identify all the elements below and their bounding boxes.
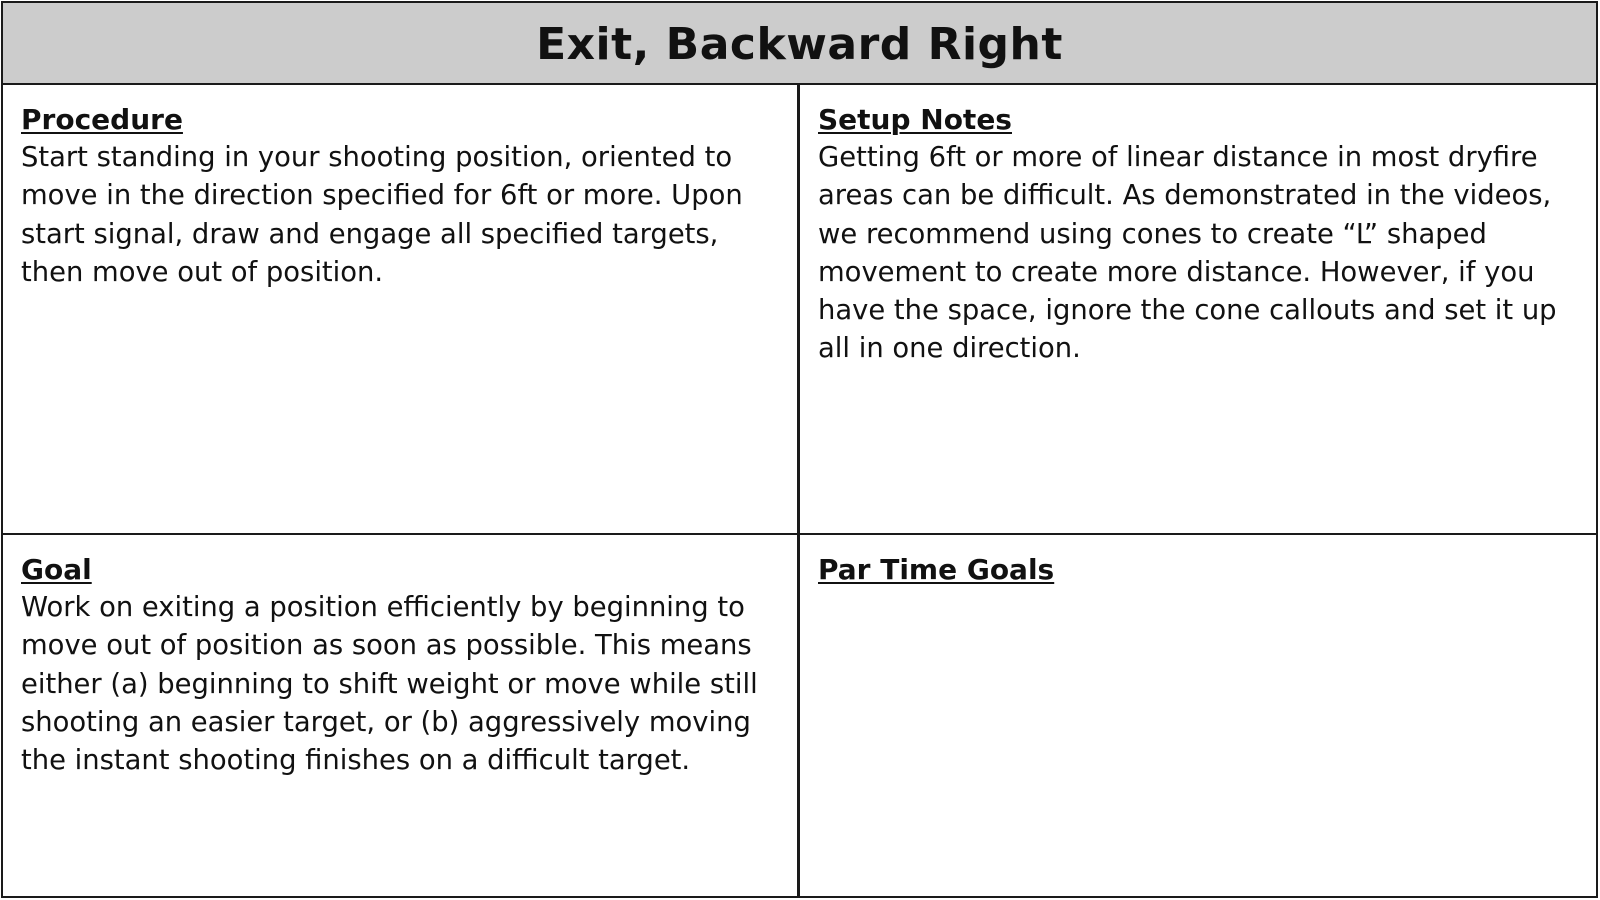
par-time-goals-heading: Par Time Goals: [818, 553, 1055, 586]
procedure-section: [3, 85, 800, 535]
setup-notes-heading: Setup Notes: [818, 103, 1012, 136]
procedure-heading: Procedure: [21, 103, 183, 136]
drill-sheet: [1, 1, 1598, 898]
setup-notes-section: [800, 85, 1596, 535]
goal-heading: Goal: [21, 553, 92, 586]
drill-title: Exit, Backward Right: [536, 18, 1063, 70]
goal-section: [3, 535, 800, 896]
title-bar: [3, 3, 1596, 85]
par-time-goals-section: [800, 535, 1596, 896]
setup-notes-body: Getting 6ft or more of linear distance in most dryfire areas can be difficult. As demonstrated in the videos, we recommend using cones to create “L” shaped movement to create more distance. However, if you have the space, ignore the cone callouts and set it up all in one direction.: [818, 142, 1557, 365]
procedure-body: Start standing in your shooting position, oriented to move in the direction specified for 6ft or more. Upon start signal, draw and engage all specified targets, then move out of position.: [21, 142, 743, 288]
goal-body: Work on exiting a position efficiently by beginning to move out of position as soon as possible. This means either (a) beginning to shift weight or move while still shooting an easier target, or (b) aggressively moving the instant shooting finishes on a difficult target.: [21, 592, 758, 777]
